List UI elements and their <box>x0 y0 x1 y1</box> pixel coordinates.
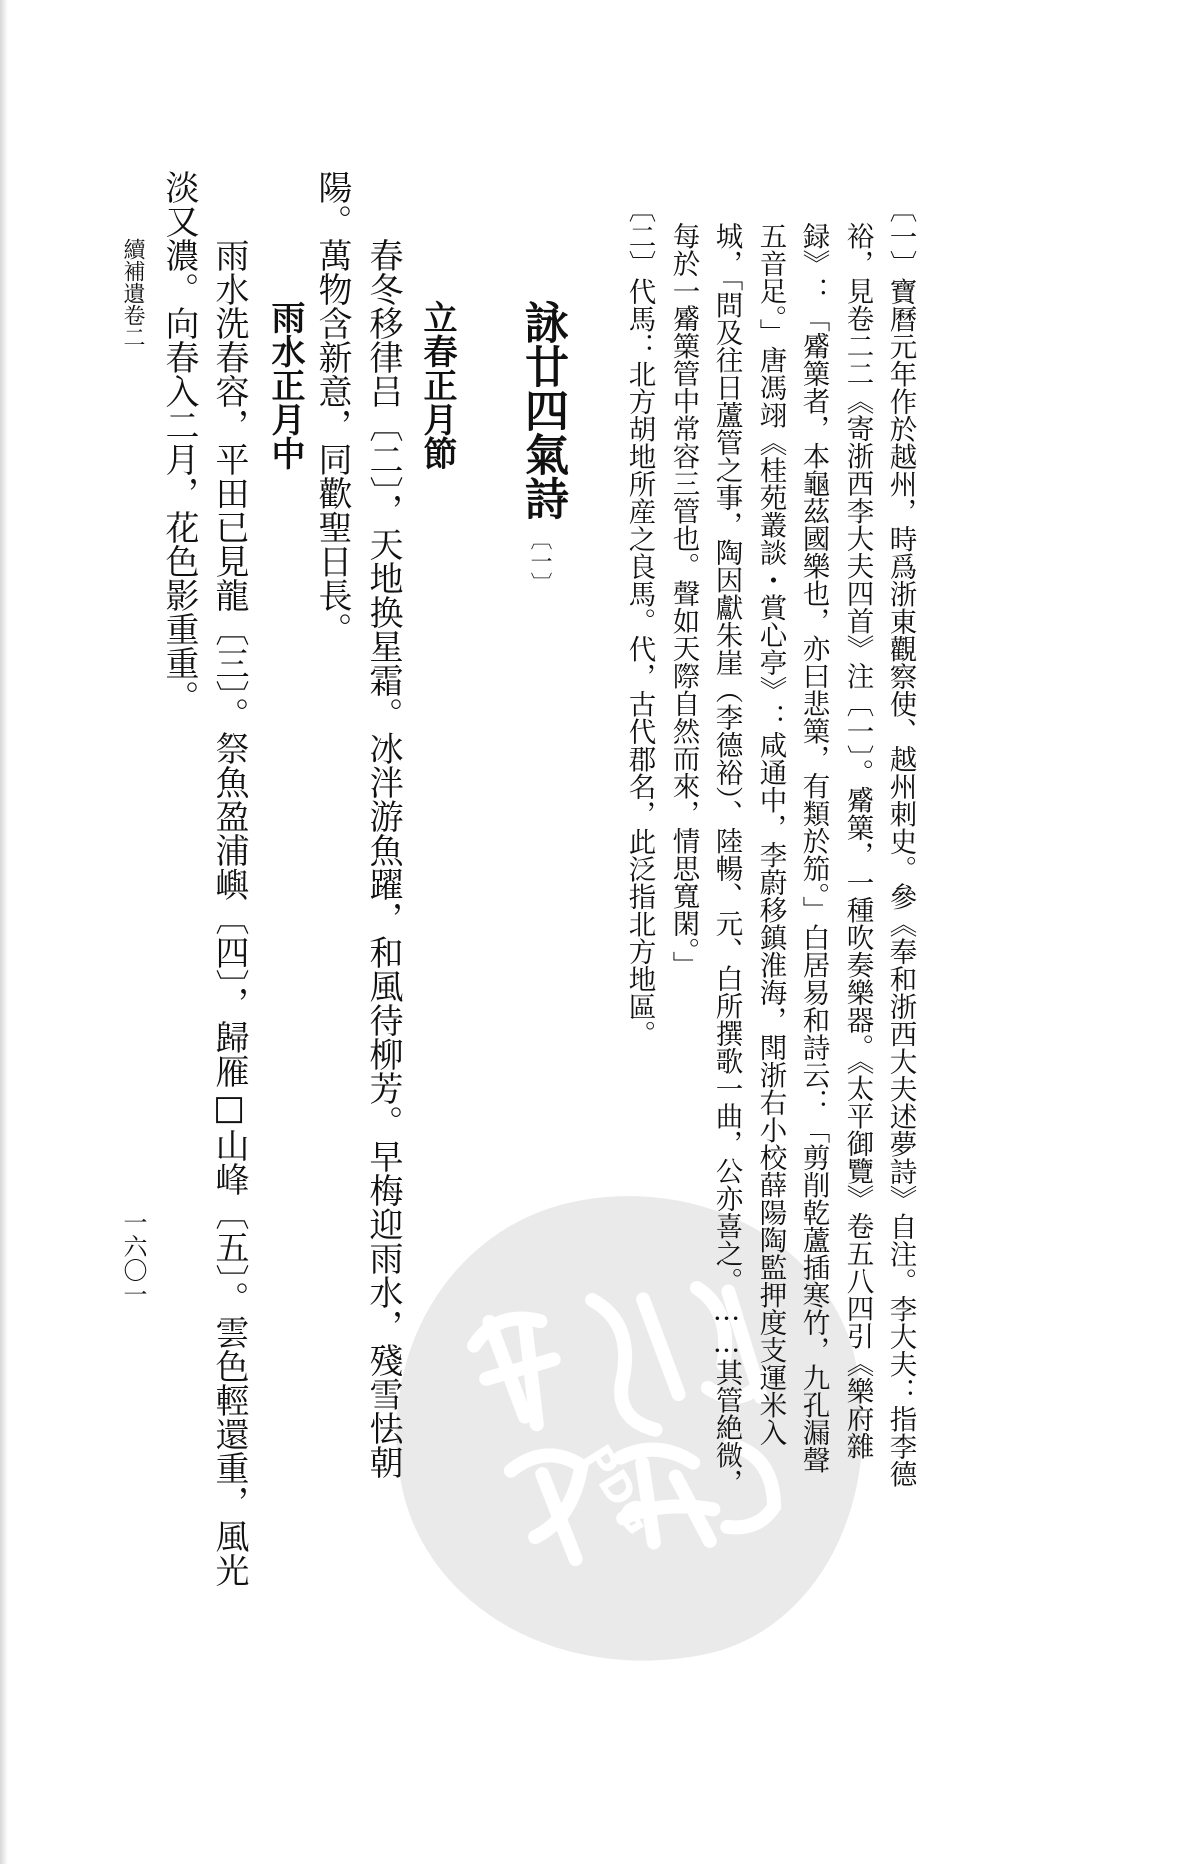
poem-line: 淡又濃。向春入二月，花色影重重。 <box>159 170 199 714</box>
poem-line: 陽。萬物含新意，同歡聖日長。 <box>312 170 352 646</box>
note-line: 每於一觱篥管中常容三管也。聲如天際自然而來，情思寬閑。」 <box>667 222 700 979</box>
watermark-label: PDG <box>572 1437 663 1543</box>
note-line: 〔二〕代馬：北方胡地所産之良馬。代，古代郡名，此泛指北方地區。 <box>623 195 656 1048</box>
poem-title-note: 〔一〕 <box>527 528 552 594</box>
page-edge-shadow <box>0 0 8 1864</box>
poem-line: 春冬移律吕〔二〕，天地换星霜。冰泮游魚躍，和風待柳芳。早梅迎雨水，殘雪怯朝 <box>363 238 403 1479</box>
volume-label: 續補遺卷二 <box>120 238 145 348</box>
note-line: 五音足。」唐馮翊《桂苑叢談・賞心亭》：咸通中，李蔚移鎮淮海，閗浙右小校薛陽陶監押度支運米入 <box>754 222 787 1446</box>
page-number: 一六〇一 <box>119 1210 147 1306</box>
note-line: 〔一〕寶曆元年作於越州，時爲浙東觀察使、越州刺史。參《奉和浙西大夫述夢詩》自注。李大夫：指李德 <box>884 195 917 1488</box>
note-line: 裕，見卷二二《寄浙西李大夫四首》注〔一〕。觱篥，一種吹奏樂器。《太平御覽》卷五八四引《樂府雜 <box>841 222 874 1460</box>
section-heading: 立春正月節 <box>417 300 457 470</box>
poem-line: 雨水洗春容，平田已見龍〔三〕。祭魚盈浦嶼〔四〕，歸雁□山峰〔五〕。雲色輕還重，風光 <box>209 238 249 1587</box>
poem-title: 詠廿四氣詩 <box>517 300 568 520</box>
section-heading: 雨水正月中 <box>265 300 305 470</box>
note-line: 録》：「觱篥者，本龜茲國樂也，亦曰悲篥，有類於笳。」白居易和詩云：「剪削乾蘆插寒竹，九孔漏聲 <box>797 222 830 1474</box>
note-line: 城，「問及往日蘆管之事，陶因獻朱崖（李德裕）、陸暢、元、白所撰歌一曲，公亦喜之。……其管絶微， <box>710 222 743 1496</box>
